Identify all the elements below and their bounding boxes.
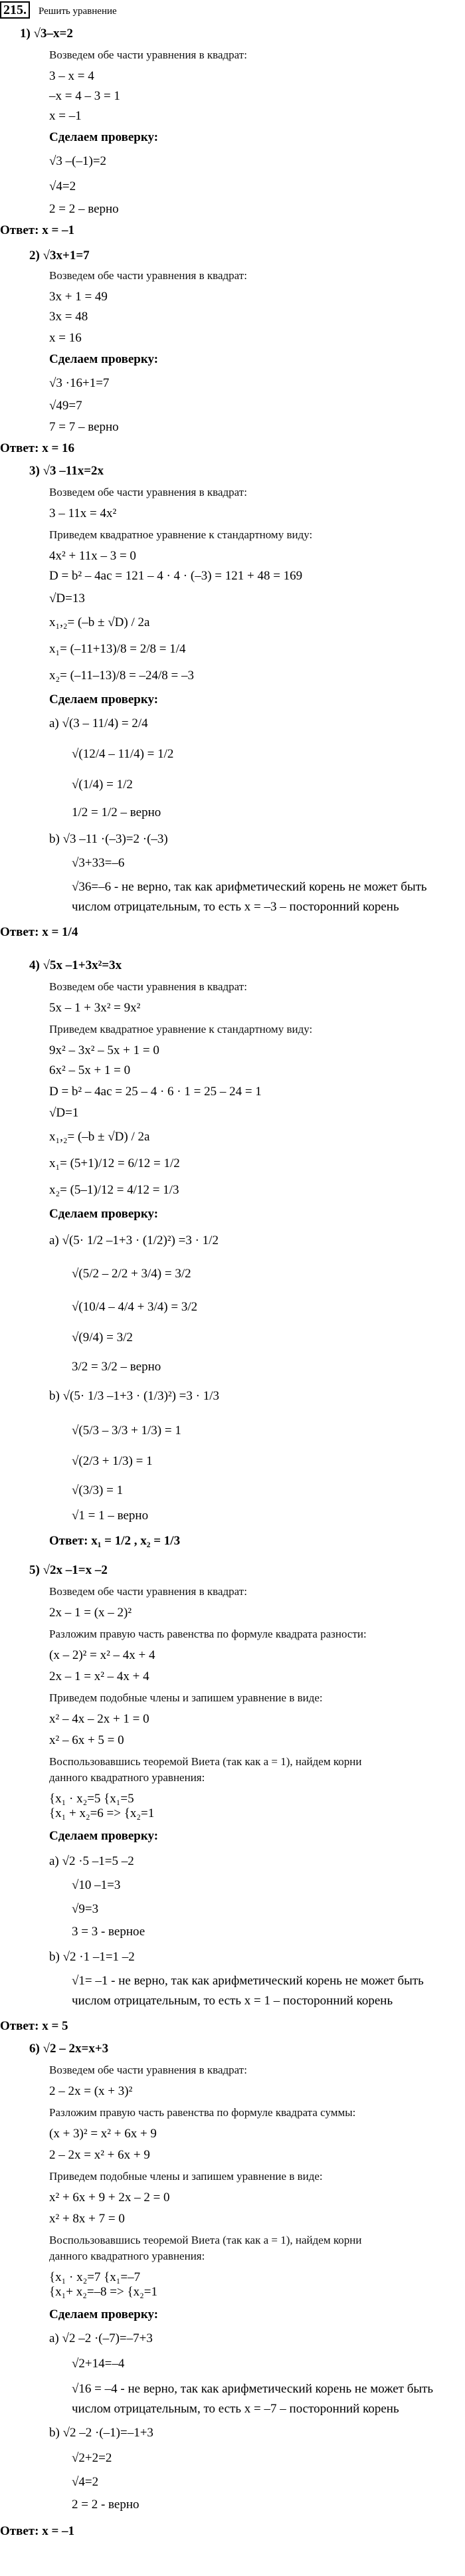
problem-title: Решить уравнение	[39, 6, 117, 17]
solution-line: (x + 3)² = x² + 6x + 9	[49, 2127, 157, 2141]
solution-line: √10 –1=3	[72, 1878, 121, 1892]
solution-line: Сделаем проверку:	[49, 130, 159, 144]
solution-line: 2 – 2x = (x + 3)²	[49, 2084, 133, 2098]
solution-line: x² + 6x + 9 + 2x – 2 = 0	[49, 2191, 170, 2204]
solution-line: Возведем обе части уравнения в квадрат:	[49, 486, 247, 498]
solution-line: √(5/3 – 3/3 + 1/3) = 1	[72, 1424, 181, 1438]
solution-line: Сделаем проверку:	[49, 693, 159, 706]
solution-line: Приведем подобные члены и запишем уравнение в виде:	[49, 1691, 323, 1704]
problem-number: 215.	[0, 1, 30, 19]
solution-line: 3 = 3 - верное	[72, 1925, 145, 1939]
solution-line: x₂= (5–1)/12 = 4/12 = 1/3	[49, 1183, 179, 1197]
solution-line: 3 – x = 4	[49, 69, 94, 83]
solution-line: числом отрицательным, то есть x = –3 – посторонний корень	[72, 900, 399, 914]
solution-line: 4x² + 11x – 3 = 0	[49, 549, 136, 563]
solution-line: а) √(3 – 11/4) = 2/4	[49, 716, 148, 730]
solution-line: Сделаем проверку:	[49, 352, 159, 366]
solution-line: 3/2 = 3/2 – верно	[72, 1360, 161, 1374]
solution-line: 3x + 1 = 49	[49, 290, 108, 304]
solution-line: √3 ·16+1=7	[49, 376, 110, 390]
solution-line: D = b² – 4ac = 25 – 4 · 6 · 1 = 25 – 24 = 1	[49, 1085, 262, 1099]
solution-line: 2) √3x+1=7	[29, 249, 90, 263]
solution-line: 4) √5x –1+3x²=3x	[29, 958, 122, 972]
page-header	[0, 0, 465, 20]
solution-line: √49=7	[49, 399, 82, 413]
solution-line: 6x² – 5x + 1 = 0	[49, 1063, 131, 1077]
solution-line: {x₁ · x₂=7 {x₁=–7	[49, 2270, 141, 2284]
solution-line: Приведем подобные члены и запишем уравнение в виде:	[49, 2170, 323, 2183]
solution-line: √(9/4) = 3/2	[72, 1331, 133, 1344]
solution-line: а) √(5· 1/2 –1+3 · (1/2)²) =3 · 1/2	[49, 1234, 219, 1247]
solution-line: Разложим правую часть равенства по формуле квадрата разности:	[49, 1628, 367, 1640]
solution-line: x = –1	[49, 109, 82, 123]
solution-line: 9x² – 3x² – 5x + 1 = 0	[49, 1043, 159, 1057]
solution-line: 3 – 11x = 4x²	[49, 506, 117, 520]
solution-line: 2x – 1 = x² – 4x + 4	[49, 1669, 149, 1683]
solution-line: √2+14=–4	[72, 2357, 125, 2371]
solution-line: Ответ: x = 1/4	[0, 925, 78, 939]
solution-line: Ответ: x = 5	[0, 2019, 68, 2033]
solution-line: Возведем обе части уравнения в квадрат:	[49, 2064, 247, 2076]
solution-line: 3) √3 –11x=2x	[29, 464, 104, 478]
solution-line: x₂= (–11–13)/8 = –24/8 = –3	[49, 669, 195, 683]
solution-line: b) √2 –2 ·(–1)=–1+3	[49, 2426, 153, 2440]
solution-line: Сделаем проверку:	[49, 1829, 159, 1843]
solution-line: Сделаем проверку:	[49, 2308, 159, 2321]
solution-line: Возведем обе части уравнения в квадрат:	[49, 269, 247, 282]
solution-line: Воспользовавшись теоремой Виета (так как a = 1), найдем корни	[49, 1755, 362, 1768]
solution-line: x₁,₂= (–b ± √D) / 2a	[49, 1130, 150, 1144]
solution-line: числом отрицательным, то есть x = 1 – посторонний корень	[72, 1994, 393, 2008]
solution-line: √(2/3 + 1/3) = 1	[72, 1454, 153, 1468]
solution-line: Ответ: x = –1	[0, 2524, 75, 2538]
solution-line: 5x – 1 + 3x² = 9x²	[49, 1001, 141, 1015]
solution-line: Возведем обе части уравнения в квадрат:	[49, 1585, 247, 1598]
solution-line: √16 = –4 - не верно, так как арифметический корень не может быть	[72, 2382, 434, 2396]
solution-line: x² + 8x + 7 = 0	[49, 2212, 125, 2226]
solution-line: √(5/2 – 2/2 + 3/4) = 3/2	[72, 1267, 191, 1281]
solution-line: √3 –(–1)=2	[49, 154, 107, 168]
solution-line: 3x = 48	[49, 310, 88, 324]
solution-line: Разложим правую часть равенства по формуле квадрата суммы:	[49, 2106, 356, 2119]
solution-line: 2x – 1 = (x – 2)²	[49, 1606, 132, 1620]
solution-line: 1) √3–x=2	[20, 27, 73, 41]
solution-line: Ответ: x₁ = 1/2 , x₂ = 1/3	[49, 1534, 181, 1548]
solution-line: √1= –1 - не верно, так как арифметический корень не может быть	[72, 1974, 424, 1988]
solution-line: а) √2 ·5 –1=5 –2	[49, 1854, 134, 1868]
solution-line: данного квадратного уравнения:	[49, 1771, 205, 1784]
solution-line: √9=3	[72, 1902, 99, 1916]
solution-line: √(1/4) = 1/2	[72, 778, 133, 792]
solution-line: {x₁ + x₂=6 => {x₂=1	[49, 1806, 155, 1820]
solution-line: x₁= (–11+13)/8 = 2/8 = 1/4	[49, 642, 186, 656]
solution-line: Сделаем проверку:	[49, 1207, 159, 1221]
solution-line: 2 = 2 – верно	[49, 202, 119, 216]
solution-line: √(10/4 – 4/4 + 3/4) = 3/2	[72, 1300, 198, 1314]
solution-line: √4=2	[49, 179, 76, 193]
solution-line: √(3/3) = 1	[72, 1483, 124, 1497]
solution-line: b) √2 ·1 –1=1 –2	[49, 1950, 135, 1964]
solution-line: 5) √2x –1=x –2	[29, 1563, 108, 1577]
solution-line: числом отрицательным, то есть x = –7 – посторонний корень	[72, 2402, 399, 2416]
solution-line: 2 = 2 - верно	[72, 2498, 140, 2512]
solution-line: √1 = 1 – верно	[72, 1509, 149, 1523]
solution-line: √4=2	[72, 2475, 99, 2489]
solution-line: b) √(5· 1/3 –1+3 · (1/3)²) =3 · 1/3	[49, 1389, 220, 1403]
solution-line: 1/2 = 1/2 – верно	[72, 805, 161, 819]
solution-line: {x₁ · x₂=5 {x₁=5	[49, 1792, 134, 1806]
solution-line: данного квадратного уравнения:	[49, 2250, 205, 2262]
solution-line: √(12/4 – 11/4) = 1/2	[72, 747, 174, 761]
solution-line: x₁,₂= (–b ± √D) / 2a	[49, 615, 150, 629]
solution-line: Приведем квадратное уравнение к стандартному виду:	[49, 528, 313, 541]
solution-line: √3+33=–6	[72, 856, 125, 870]
solution-line: (x – 2)² = x² – 4x + 4	[49, 1648, 155, 1662]
solution-line: √36=–6 - не верно, так как арифметический корень не может быть	[72, 880, 427, 894]
solution-line: Ответ: x = –1	[0, 223, 75, 237]
solution-line: 6) √2 – 2x=x+3	[29, 2042, 109, 2056]
solution-line: √D=13	[49, 591, 85, 605]
solution-line: а) √2 –2 ·(–7)=–7+3	[49, 2331, 153, 2345]
solution-line: b) √3 –11 ·(–3)=2 ·(–3)	[49, 832, 168, 846]
solution-line: x₁= (5+1)/12 = 6/12 = 1/2	[49, 1156, 180, 1170]
solution-line: x² – 4x – 2x + 1 = 0	[49, 1712, 149, 1726]
solution-line: x² – 6x + 5 = 0	[49, 1733, 124, 1747]
solution-line: Возведем обе части уравнения в квадрат:	[49, 49, 247, 61]
solution-line: Ответ: x = 16	[0, 441, 75, 455]
solution-line: √2+2=2	[72, 2451, 112, 2465]
solution-line: –x = 4 – 3 = 1	[49, 89, 120, 103]
solution-line: Приведем квадратное уравнение к стандартному виду:	[49, 1023, 313, 1035]
solution-line: 7 = 7 – верно	[49, 420, 119, 434]
solution-line: Воспользовавшись теоремой Виета (так как a = 1), найдем корни	[49, 2234, 362, 2246]
solution-line: Возведем обе части уравнения в квадрат:	[49, 980, 247, 993]
solution-line: 2 – 2x = x² + 6x + 9	[49, 2148, 150, 2162]
solution-line: x = 16	[49, 331, 82, 345]
solution-line: √D=1	[49, 1106, 79, 1120]
solution-line: {x₁+ x₂=–8 => {x₂=1	[49, 2285, 157, 2299]
solution-line: D = b² – 4ac = 121 – 4 · 4 · (–3) = 121 + 48 = 169	[49, 569, 303, 583]
